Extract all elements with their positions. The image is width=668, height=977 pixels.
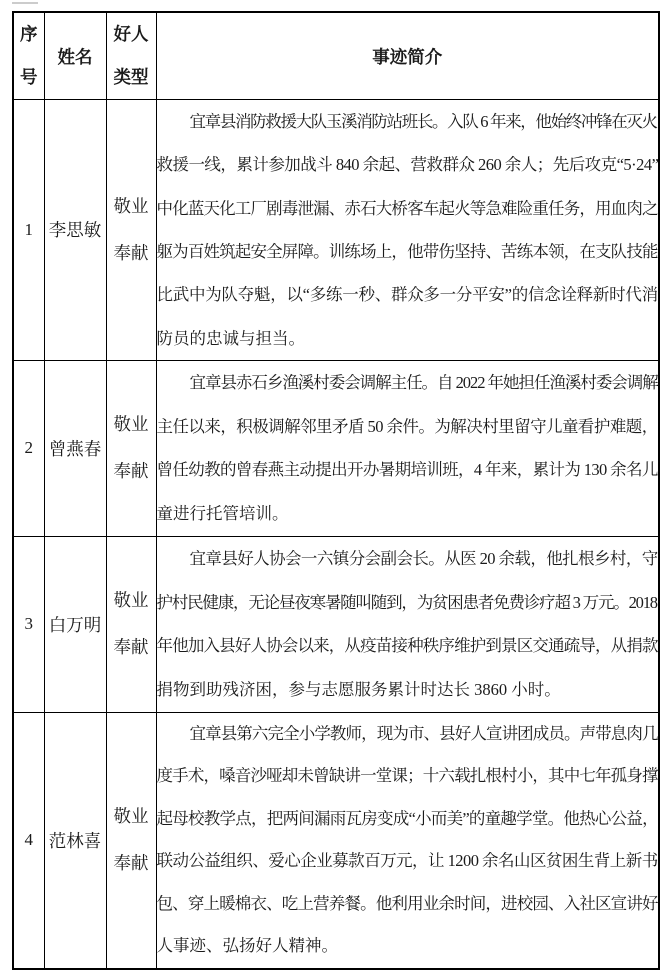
header-name: 姓名: [44, 12, 106, 100]
deed-text-line: 年他加入县好人协会以来，从疫苗接种秩序维护到景区交通疏导，从捐款: [156, 636, 658, 656]
deed-text-line: 中化蓝天化工厂剧毒泄漏、赤石大桥客车起火等急难险重任务，用血肉之: [156, 198, 658, 218]
deed-text-line: 童进行托管培训。: [156, 504, 289, 524]
deed-text-line: 曾任幼教的曾春燕主动提出开办暑期培训班，4 年来，累计为 130 余名儿: [156, 460, 658, 480]
deed-text-line: 起母校教学点，把两间漏雨瓦房变成“小而美”的童趣学堂。他热心公益，: [156, 808, 658, 828]
deed-text-line: 包、穿上暖棉衣、吃上营养餐。他利用业余时间，进校园、入社区宣讲好: [156, 893, 658, 913]
serial-number-cell: 3: [13, 536, 44, 712]
name-cell: 白万明: [44, 536, 106, 712]
table-header-row: [13, 12, 659, 100]
deed-text-line: 宜章县赤石乡渔溪村委会调解主任。自 2022 年她担任渔溪村委会调解: [189, 372, 658, 392]
deed-text-line: 救援一线，累计参加战斗 840 余起、营救群众 260 余人；先后攻克“5·24”: [156, 155, 658, 175]
deeds-cell: [156, 712, 659, 969]
name-cell: 李思敏: [44, 100, 106, 361]
deed-text-line: 宜章县好人协会一六镇分会副会长。从医 20 余载，他扎根乡村，守: [189, 548, 658, 568]
deed-text-line: 人事迹、弘扬好人精神。: [156, 936, 338, 956]
header-deeds: 事迹简介: [156, 12, 659, 100]
table-row: [13, 100, 659, 361]
deed-text-line: 度手术，嗓音沙哑却未曾缺讲一堂课；十六载扎根村小，其中七年孤身撑: [156, 766, 658, 786]
deed-text-line: 主任以来，积极调解邻里矛盾 50 余件。为解决村里留守儿童看护难题，: [156, 416, 658, 436]
type-cell: 敬业 奉献: [106, 360, 156, 536]
deed-text-line: 联动公益组织、爱心企业募款百万元，让 1200 余名山区贫困生背上新书: [156, 851, 658, 871]
type-cell: 敬业 奉献: [106, 712, 156, 969]
header-serial-number: 序 号: [13, 12, 44, 100]
table-row: [13, 712, 659, 969]
serial-number-cell: 2: [13, 360, 44, 536]
serial-number-cell: 1: [13, 100, 44, 361]
deed-text-line: 捐物到助残济困，参与志愿服务累计时达长 3860 小时。: [156, 680, 561, 700]
deed-text-line: 宜章县第六完全小学教师，现为市、县好人宣讲团成员。声带息肉几: [189, 723, 658, 743]
name-cell: 范林喜: [44, 712, 106, 969]
table-row: [13, 536, 659, 712]
deed-text-line: 比武中为队夺魁，以“多练一秒、群众多一分平安”的信念诠释新时代消: [156, 285, 658, 305]
type-cell: 敬业 奉献: [106, 100, 156, 361]
deed-text-line: 躯为百姓筑起安全屏障。训练场上，他带伤坚持、苦练本领，在支队技能: [156, 241, 658, 261]
serial-number-cell: 4: [13, 712, 44, 969]
deed-text-line: 防员的忠诚与担当。: [156, 328, 305, 348]
page-edge-artifact: [12, 2, 38, 4]
deed-text-line: 护村民健康，无论昼夜寒暑随叫随到，为贫困患者免费诊疗超 3 万元。2018: [156, 592, 657, 612]
deed-text-line: 宜章县消防救援大队玉溪消防站班长。入队 6 年来，他始终冲锋在灭火: [189, 112, 657, 131]
table-row: [13, 360, 659, 536]
good-person-table: [12, 11, 660, 970]
type-cell: 敬业 奉献: [106, 536, 156, 712]
deeds-cell: [156, 100, 659, 361]
deeds-cell: [156, 536, 659, 712]
name-cell: 曾燕春: [44, 360, 106, 536]
header-type: 好人 类型: [106, 12, 156, 100]
deeds-cell: [156, 360, 659, 536]
